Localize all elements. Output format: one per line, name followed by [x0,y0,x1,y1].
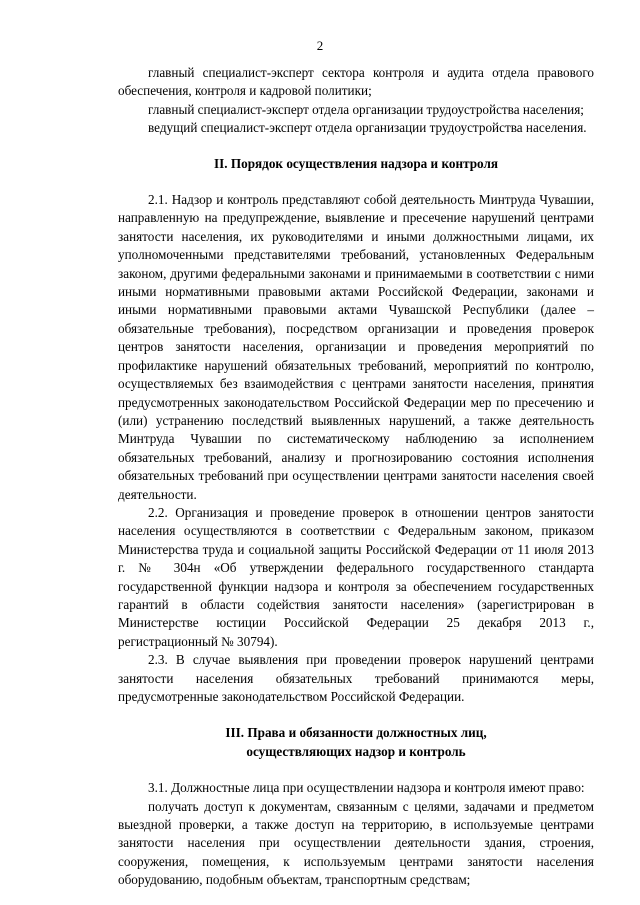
section-3-heading-line-2: осуществляющих надзор и контроль [246,743,466,759]
paragraph-2-2: 2.2. Организация и проведение проверок в отношении центров занятости населения осуществляются в соответствии с Федеральным законом, приказом Министерства труда и социальной защиты Российской Федерации от 11 июля 2013 г. № 304н «Об утверждении федерального государственного стандарта государственной функции надзора и контроля за обеспечением государственных гарантий в области содействия занятости населения» (зарегистрирован в Министерстве юстиции Российской Федерации 25 декабря 2013 г., регистрационный № 30794). [118,504,594,649]
section-3-heading [118,724,594,761]
paragraph-3-1: 3.1. Должностные лица при осуществлении надзора и контроля имеют право: [148,780,585,796]
paragraph-2-3: 2.3. В случае выявления при проведении проверок нарушений центрами занятости населения обязательных требований принимаются меры, предусмотренные законодательством Российской Федерации. [118,652,594,704]
list-item: ведущий специалист-эксперт отдела организации трудоустройства населения. [148,120,587,136]
section-2-heading: II. Порядок осуществления надзора и контроля [213,155,498,171]
section-3-body [118,779,594,889]
section-2-body [118,191,594,706]
document-body [118,64,594,890]
intro-list [118,64,594,138]
page-number: 2 [316,38,324,53]
list-item: главный специалист-эксперт отдела организации трудоустройства населения; [148,101,584,117]
list-item: главный специалист-эксперт сектора контроля и аудита отдела правового обеспечения, контроля и кадровой политики; [118,65,594,99]
paragraph-2-1: 2.1. Надзор и контроль представляют собой деятельность Минтруда Чувашии, направленную на предупреждение, выявление и пресечение нарушений центрами занятости населения, их руководителями и иными должностными лицами, их уполномоченными представителями требований, установленных Федеральным законом, другими федеральными законами и принимаемыми в соответствии с ними иными нормативными правовыми актами Российской Федерации, законами и иными нормативными правовыми актами Чувашской Республики (далее – обязательные требования), посредством организации и проведения проверок центров занятости населения, организации и проведения мероприятий по профилактике нарушений обязательных требований, мероприятий по контролю, осуществляемых без взаимодействия с центрами занятости населения, принятия предусмотренных законодательством Российской Федерации мер по пресечению и (или) устранению последствий выявленных нарушений, а также деятельность Минтруда Чувашии по систематическому наблюдению за исполнением обязательных требований, анализу и прогнозированию состояния исполнения обязательных требований при осуществлении центрами занятости населения своей деятельности. [118,192,594,502]
section-3-heading-line-1: III. Права и обязанности должностных лиц, [225,725,487,741]
paragraph-3-1-item: получать доступ к документам, связанным с целями, задачами и предметом выездной проверки, а также доступ на территорию, в используемые центрами занятости населения при осуществлении деятельности здания, строения, сооружения, помещения, к используемым центрами занятости населения оборудованию, подобным объектам, транспортным средствам; [118,798,594,888]
